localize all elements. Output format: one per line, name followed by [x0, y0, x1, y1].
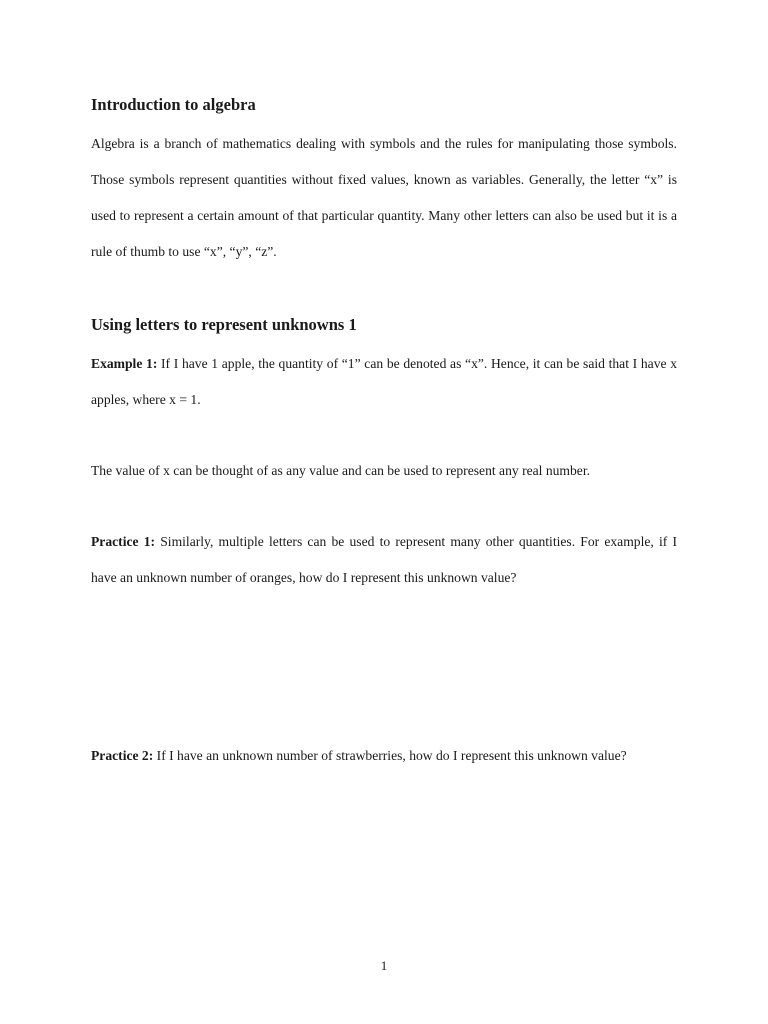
practice-2-text: If I have an unknown number of strawberries, how do I represent this unknown value?	[153, 748, 627, 763]
practice-1-label: Practice 1:	[91, 534, 156, 549]
heading-using-letters: Using letters to represent unknowns 1	[91, 315, 357, 334]
section-heading-intro	[91, 95, 677, 115]
intro-paragraph: Algebra is a branch of mathematics dealing with symbols and the rules for manipulating those symbols. Those symbols represent quantities without fixed values, known as variables. Generally, the letter “x” is used to represent a certain amount of that particular quantity. Many other letters can also be used but it is a rule of thumb to use “x”, “y”, “z”.	[91, 136, 677, 259]
note-block	[91, 453, 677, 489]
example-1-paragraph	[91, 346, 677, 418]
page-number: 1	[380, 958, 388, 973]
practice-1-text: Similarly, multiple letters can be used to represent many other quantities. For example, if I have an unknown number of oranges, how do I represent this unknown value?	[91, 534, 677, 585]
practice-1-block	[91, 524, 677, 596]
section-heading-unknowns	[91, 315, 677, 335]
practice-2-paragraph	[91, 738, 677, 774]
practice-1-paragraph	[91, 524, 677, 596]
example-1-label: Example 1:	[91, 356, 158, 371]
note-paragraph: The value of x can be thought of as any value and can be used to represent any real number.	[91, 463, 591, 478]
example-1-text: If I have 1 apple, the quantity of “1” can be denoted as “x”. Hence, it can be said that I have x apples, where x = 1.	[91, 356, 678, 407]
practice-2-label: Practice 2:	[91, 748, 154, 763]
example-1-block	[91, 346, 677, 418]
practice-2-block	[91, 738, 677, 774]
heading-introduction: Introduction to algebra	[91, 95, 256, 114]
intro-paragraph-block	[91, 126, 677, 270]
